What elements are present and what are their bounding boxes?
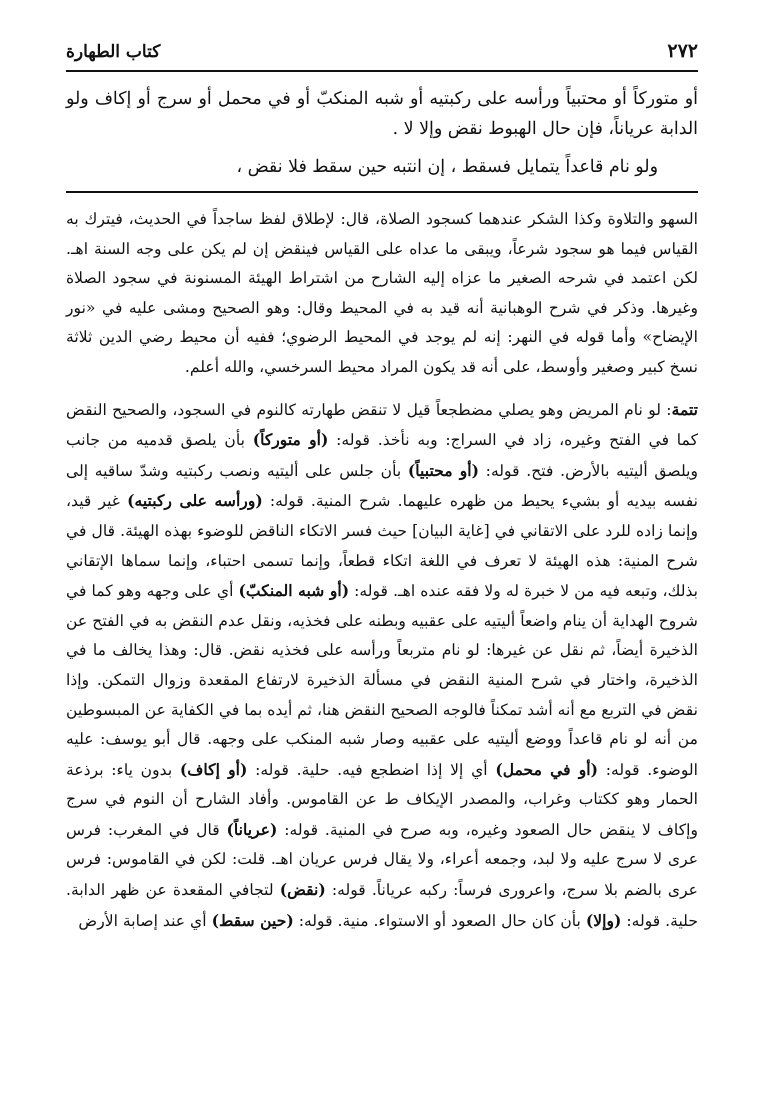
quoted-keyword: (ورأسه على ركبتيه)	[127, 491, 263, 511]
tatimma-heading: تتمة	[671, 399, 698, 419]
book-title: كتاب الطهارة	[66, 42, 161, 62]
commentary-text: بدون ياء: برذعة الحمار وهو ككتاب وغراب، والمصدر الإيكاف ط عن القاموس. وأفاد الشارح أن النوم في سرج وإكاف لا ينقض حال الصعود وغيره، وبه صرح في المنية. قوله:	[66, 760, 698, 839]
commentary-text: أي إلا إذا اضطجع فيه. حلية. قوله:	[247, 760, 496, 779]
main-text-paragraph-2: ولو نام قاعداً يتمايل فسقط ، إن انتبه حين سقط فلا نقض ،	[236, 157, 658, 177]
quoted-keyword: (وإلا)	[585, 910, 622, 930]
quoted-keyword: (عرياناً)	[226, 819, 278, 839]
quoted-keyword: (أو محتبياً)	[407, 460, 479, 480]
quoted-keyword: (أو إكاف)	[179, 759, 248, 779]
commentary-paragraph-1: السهو والتلاوة وكذا الشكر عندهما كسجود الصلاة، قال: لإطلاق لفظ ساجداً في الحديث، فيترك به القياس فيما هو سجود شرعاً، ويبقى ما عداه على القياس فينقض إن لم يكن على وجه السنة اهـ. لكن اعتمد في شرحه الصغير ما عزاه إليه الشارح من اشتراط الهيئة المسنونة في سجود الصلاة وغيرها. وذكر في شرح الوهبانية أنه قيد به في المحيط وقال: وهو الصحيح ومشى عليه في «نور الإيضاح» وأما قوله في النهر: إنه لم يوجد في المحيط الرضوي؛ ففيه أن محيط رضي الدين ثلاثة نسخ كبير وصغير وأوسط، على أنه قد يكون المراد محيط السرخسي، والله أعلم.	[66, 210, 698, 376]
commentary-paragraph-2	[66, 395, 698, 937]
commentary	[66, 205, 698, 936]
commentary-text: غير قيد، وإنما زاده للرد على الاتقاني في [غاية البيان] حيث فسر الاتكاء الناقض للوضوء بهذه الهيئة. قال في شرح المنية: هذه الهيئة لا تعرف في اللغة اتكاء قطعاً، وإنما تسمى احتباء، وإنما سماها الإتقاني بذلك، وتبعه فيه من لا خبرة له ولا فقه عنده اهـ. قوله:	[66, 492, 698, 601]
quoted-keyword: (أو شبه المنكبّ)	[238, 581, 350, 601]
main-text-paragraph-1: أو متوركاً أو محتبياً ورأسه على ركبتيه أو شبه المنكبّ أو في محمل أو سرج أو إكاف ولو الدابة عرياناً، فإن حال الهبوط نقض وإلا لا .	[66, 89, 698, 139]
commentary-text: : لو نام المريض وهو يصلي مضطجعاً قيل لا تنقض طهارته كالنوم في السجود، والصحيح النقض كما في الفتح وغيره، زاد في السراج: وبه نأخذ. قوله:	[66, 400, 698, 450]
page-number: ٢٧٢	[667, 40, 698, 62]
commentary-text: لتجافي المقعدة عن ظهر الدابة. حلية. قوله:	[66, 881, 698, 930]
header-rule	[66, 70, 698, 72]
quoted-keyword: (أو متوركاً)	[252, 430, 329, 450]
page-header	[66, 38, 698, 62]
commentary-text: قال في المغرب: فرس عرى لا سرج عليه ولا لبد، وجمعه أعراء، ولا يقال فرس عريان اهـ. قلت: لكن في القاموس: فرس عرى بالضم بلا سرج، واعرورى فرساً: ركبه عرياناً. قوله:	[66, 820, 698, 900]
quoted-keyword: (أو في محمل)	[495, 759, 598, 779]
quoted-keyword: (حين سقط)	[211, 910, 294, 930]
commentary-text: بأن كان حال الصعود أو الاستواء. منية. قوله:	[293, 911, 586, 930]
quoted-keyword: (نقض)	[279, 880, 326, 900]
commentary-text: أي على وجهه وهو كما في شروح الهداية أن ينام واضعاً أليتيه على عقبيه وبطنه على فخذيه، ونقل عدم النقض به في الفتح عن الذخيرة أيضاً، ثم نقل عن غيرها: لو نام متربعاً ورأسه على فخذيه نقض. قال: وهذا يخالف ما في الذخيرة، واختار في شرح المنية النقض في مسألة الذخيرة لارتفاع المقعدة وزوال التمكن. وإذا نقض في التربع مع أنه أشد تمكناً فالوجه الصحيح النقض هنا، ثم أيده بما في الكفاية عن المبسوطين من أنه لو نام قاعداً ووضع أليتيه على عقبيه وصار شبه المنكب على وجهه. قال أبو يوسف: عليه الوضوء. قوله:	[66, 582, 699, 779]
commentary-separator	[66, 191, 698, 193]
commentary-text: بأن يلصق قدميه من جانب ويلصق أليتيه بالأرض. فتح. قوله:	[66, 431, 698, 480]
commentary-text: أي عند إصابة الأرض	[78, 911, 212, 930]
commentary-text: بأن جلس على أليتيه ونصب ركبتيه وشدّ ساقيه إلى نفسه بيديه أو بشيء يحيط من ظهره عليهما. شرح المنية. قوله:	[66, 461, 698, 511]
main-text	[66, 84, 698, 182]
